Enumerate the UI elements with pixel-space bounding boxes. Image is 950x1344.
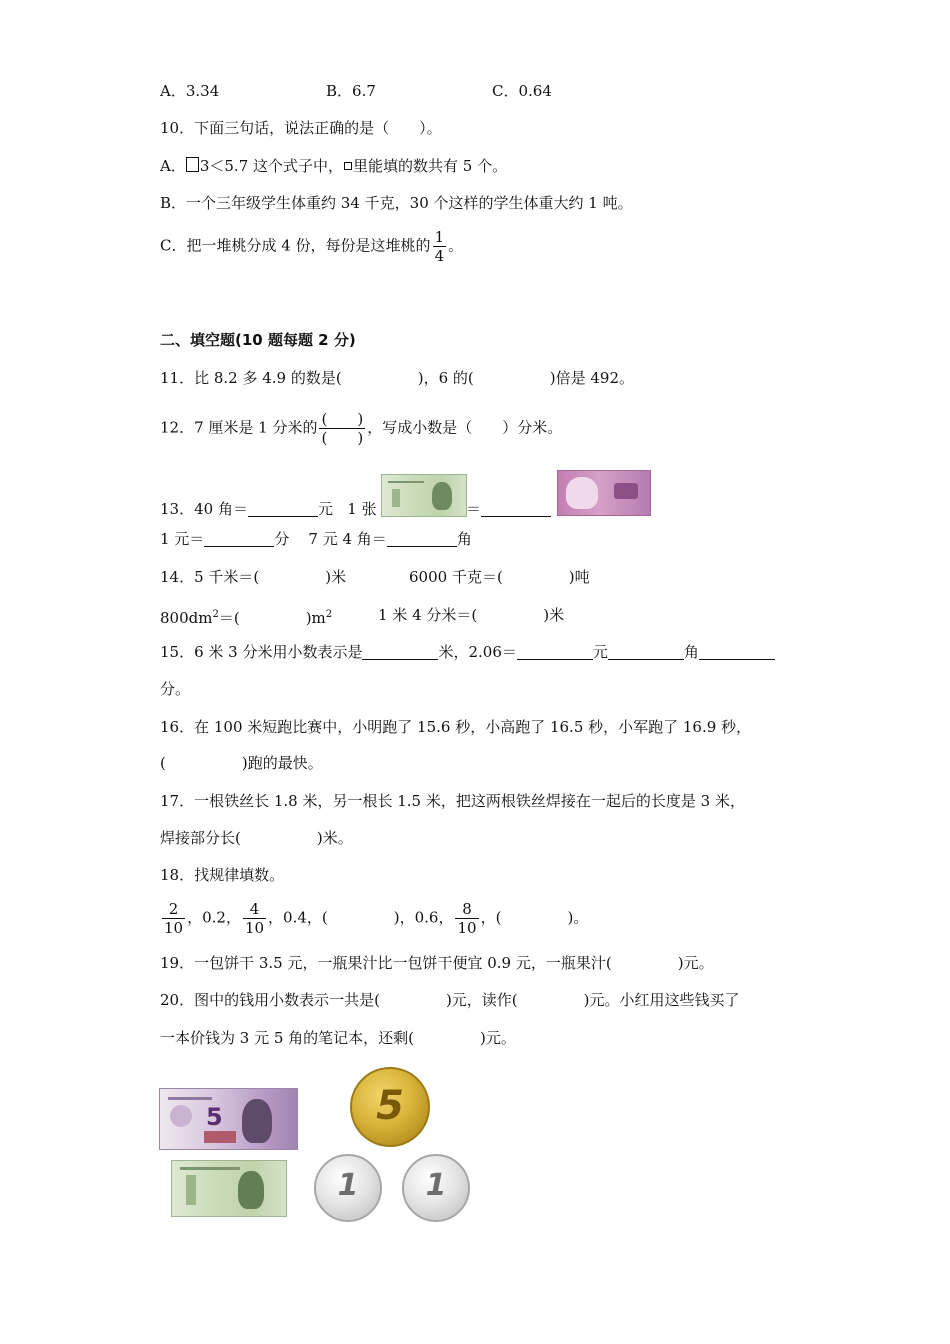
q14-d: 1 米 4 分米＝( )米 [378, 606, 565, 624]
five-yuan-note-image: 5 [159, 1088, 298, 1150]
q10-option-c: C．把一堆桃分成 4 份，每份是这堆桃的 $\frac{1}{4}$ 。 [160, 228, 464, 265]
q15-line2: 分。 [160, 680, 191, 698]
q11: 11．比 8.2 多 4.9 的数是( )，6 的( )倍是 492。 [160, 369, 635, 387]
fraction-blank: $\frac{( )}{( )}$ [321, 410, 364, 447]
q10-option-a: A． 3＜5.7 这个式子中， 里能填的数共有 5 个。 [160, 157, 508, 175]
q10-stem: 10．下面三句话，说法正确的是（ ）。 [160, 119, 442, 137]
fraction: $\frac{1}{4}$ [434, 228, 445, 265]
one-yuan-coin-image: 1 [314, 1154, 382, 1222]
q14-a: 14．5 千米＝( )米 [160, 568, 347, 586]
q20-line2: 一本价钱为 3 元 5 角的笔记本，还剩( )元。 [160, 1029, 516, 1047]
q14-b: 6000 千克＝( )吨 [409, 568, 590, 586]
q15-line1: 15．6 米 3 分米用小数表示是 米，2.06＝ 元 角 [160, 642, 775, 662]
fraction: $\frac{2}{10}$ [164, 900, 184, 937]
q20-line1: 20．图中的钱用小数表示一共是( )元，读作( )元。小红用这些钱买了 [160, 991, 740, 1009]
q14-c: $800dm^2=$( )$m^2$ [160, 609, 333, 627]
five-jiao-coin-image: 5 [350, 1067, 430, 1147]
q18-sequence: $\frac{2}{10}$ ，0.2， $\frac{4}{10}$ ，0.4，( )，0.6， $\frac{8}{10}$ ，( )。 [164, 900, 589, 937]
q9-option-c: C．0.64 [492, 82, 552, 100]
section-title: 二、填空题(10 题每题 2 分) [160, 331, 356, 349]
q13-line2: 1 元＝ 分 7 元 4 角＝ 角 [160, 530, 472, 548]
fraction: $\frac{4}{10}$ [244, 900, 265, 937]
q16-line2: ( )跑的最快。 [160, 754, 323, 772]
one-yuan-coin-image-2: 1 [402, 1154, 470, 1222]
q16-line1: 16．在 100 米短跑比赛中，小明跑了 15.6 秒，小高跑了 16.5 秒，小军跑了 16.9 秒， [160, 718, 752, 736]
one-yuan-note-image-2 [171, 1160, 287, 1217]
q18-stem: 18．找规律填数。 [160, 866, 285, 884]
q17-line2: 焊接部分长( )米。 [160, 829, 353, 847]
small-box-icon [344, 162, 352, 170]
blank-box-icon [186, 157, 199, 172]
five-jiao-note-image [557, 470, 651, 516]
q10-option-b: B．一个三年级学生体重约 34 千克，30 个这样的学生体重大约 1 吨。 [160, 194, 633, 212]
fraction: $\frac{8}{10}$ [457, 900, 477, 937]
q9-option-a: A．3.34 [160, 82, 220, 100]
q17-line1: 17．一根铁丝长 1.8 米，另一根长 1.5 米，把这两根铁丝焊接在一起后的长度是 3 米， [160, 792, 745, 810]
q19: 19．一包饼干 3.5 元，一瓶果汁比一包饼干便宜 0.9 元，一瓶果汁( )元。 [160, 954, 714, 972]
q9-option-b: B．6.7 [326, 82, 376, 100]
q13-line1: 13．40 角＝ 元 1 张 [160, 500, 377, 518]
one-yuan-note-image [381, 474, 467, 517]
q12: 12．7 厘米是 1 分米的 $\frac{( )}{( )}$ ，写成小数是（ ）分米。 [160, 410, 563, 447]
q13-equal: ＝ [466, 499, 551, 519]
